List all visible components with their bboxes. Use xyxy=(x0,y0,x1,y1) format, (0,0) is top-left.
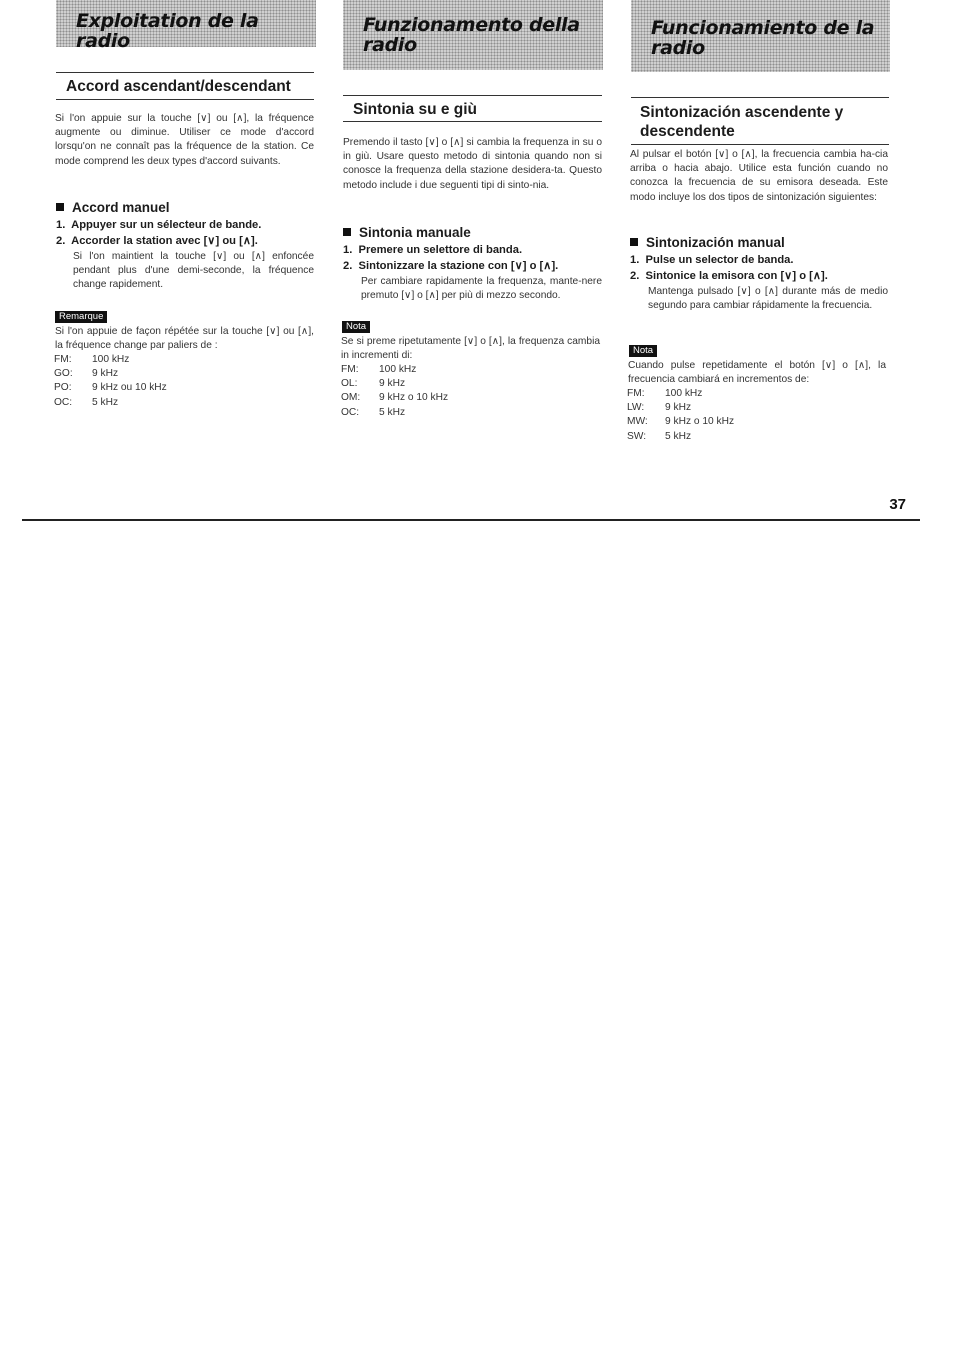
step-2-body-es: Mantenga pulsado [∨] o [∧] durante más de medio segundo para cambiar rápidamente la frecuencia. xyxy=(648,286,888,312)
subheading-fr xyxy=(56,200,170,216)
band-label: LW: xyxy=(627,402,645,414)
note-text-it: Se si preme ripetutamente [∨] o [∧], la frequenza cambia in incrementi di: xyxy=(341,336,600,362)
heading-rule-top-it xyxy=(343,95,602,96)
banner-title-it-line2: radio xyxy=(363,34,417,56)
banner-fr xyxy=(56,0,316,52)
section-heading-fr: Accord ascendant/descendant xyxy=(66,78,291,95)
band-label: OC: xyxy=(54,396,73,408)
intro-text-es: Al pulsar el botón [∨] o [∧], la frecuencia cambia ha-cia arriba o hacia abajo. Utilice esta función cuando no conozca la frecuencia de su emisora deseada. Este modo incluye los dos tipos de sintonización siguientes: xyxy=(630,149,888,203)
note-badge-fr: Remarque xyxy=(55,311,107,323)
footer-rule xyxy=(22,519,920,521)
banner-it xyxy=(343,0,603,70)
section-heading-es xyxy=(640,103,843,143)
banner-title-fr: Exploitation de la radio xyxy=(76,10,259,52)
list-item xyxy=(341,391,448,405)
band-label: FM: xyxy=(54,354,72,365)
banner-title-es-line2: radio xyxy=(651,37,705,59)
list-item xyxy=(627,415,734,429)
step-1-es: 1. Pulse un selector de banda. xyxy=(630,254,794,266)
list-item xyxy=(341,406,448,420)
band-step: 100 kHz xyxy=(379,364,417,375)
banner-title-it-line1: Funzionamento della xyxy=(363,14,580,36)
heading-rule-top-es xyxy=(631,97,889,98)
list-item xyxy=(627,401,734,415)
page-number: 37 xyxy=(889,496,906,513)
heading-rule-it xyxy=(343,121,602,122)
band-label: FM: xyxy=(627,388,645,399)
step-1-it: 1. Premere un selettore di banda. xyxy=(343,244,523,256)
list-item xyxy=(54,367,167,381)
note-badge-es: Nota xyxy=(629,345,657,357)
subheading-label-fr: Accord manuel xyxy=(72,200,170,215)
banner-title-es xyxy=(651,18,874,58)
step-2-body-it: Per cambiare rapidamente la frequenza, mante-nere premuto [∨] o [∧] per più di mezzo secondo. xyxy=(361,276,602,302)
subheading-it xyxy=(343,225,471,241)
section-heading-it: Sintonia su e giù xyxy=(353,101,478,118)
subheading-es xyxy=(630,235,785,251)
bullet-square-icon xyxy=(630,238,638,246)
banner-title-es-line1: Funcionamiento de la xyxy=(651,17,875,39)
section-heading-es-line1: Sintonización ascendente y xyxy=(640,104,844,121)
band-step: 100 kHz xyxy=(92,354,130,365)
list-item xyxy=(54,353,167,367)
band-step: 5 kHz xyxy=(665,430,692,442)
band-step: 9 kHz xyxy=(379,378,406,390)
list-item xyxy=(341,363,448,377)
banner-es xyxy=(631,0,890,72)
list-item xyxy=(54,396,167,410)
band-step: 5 kHz xyxy=(379,406,406,418)
band-list-fr xyxy=(54,353,167,410)
band-step: 9 kHz ou 10 kHz xyxy=(92,382,167,394)
intro-text-fr: Si l'on appuie sur la touche [∨] ou [∧], la fréquence augmente ou diminue. Utiliser ce mode d'accord lorsqu'on ne connaît pas la fréquence de la station. Ce mode comprend les deux types d'accord suivants. xyxy=(55,113,314,167)
banner-title-it xyxy=(363,15,580,55)
bullet-square-icon xyxy=(343,228,351,236)
subheading-label-es: Sintonización manual xyxy=(646,235,785,250)
band-label: OM: xyxy=(341,392,361,404)
step-2-it: 2. Sintonizzare la stazione con [∨] o [∧]. xyxy=(343,260,559,272)
list-item xyxy=(627,430,734,444)
heading-rule-es xyxy=(631,144,889,145)
note-badge-it: Nota xyxy=(342,321,370,333)
list-item xyxy=(54,381,167,395)
band-step: 9 kHz xyxy=(92,368,119,380)
heading-rule-fr xyxy=(56,99,314,100)
band-label: GO: xyxy=(54,368,73,380)
band-step: 5 kHz xyxy=(92,396,119,408)
band-list-es xyxy=(627,387,734,444)
heading-rule-top-fr xyxy=(56,72,314,73)
band-label: MW: xyxy=(627,416,648,428)
bullet-square-icon xyxy=(56,203,64,211)
step-1-fr: 1. Appuyer sur un sélecteur de bande. xyxy=(56,219,262,231)
section-heading-es-line2: descendente xyxy=(640,123,735,140)
band-label: PO: xyxy=(54,382,72,394)
band-step: 9 kHz o 10 kHz xyxy=(379,392,449,404)
subheading-label-it: Sintonia manuale xyxy=(359,225,471,240)
list-item xyxy=(341,377,448,391)
band-label: SW: xyxy=(627,430,647,442)
list-item xyxy=(627,387,734,401)
step-2-es: 2. Sintonice la emisora con [∨] o [∧]. xyxy=(630,270,828,282)
band-step: 9 kHz o 10 kHz xyxy=(665,416,735,428)
band-label: OL: xyxy=(341,378,358,390)
note-text-es: Cuando pulse repetidamente el botón [∨] o [∧], la frecuencia cambiará en incrementos de: xyxy=(628,360,886,386)
step-2-fr: 2. Accorder la station avec [∨] ou [∧]. xyxy=(56,235,258,247)
step-2-body-fr: Si l'on maintient la touche [∨] ou [∧] enfoncée pendant plus d'une demi-seconde, la fréquence change rapidement. xyxy=(73,251,314,291)
band-label: FM: xyxy=(341,364,359,375)
band-list-it xyxy=(341,363,448,420)
intro-text-it: Premendo il tasto [∨] o [∧] si cambia la frequenza in su o in giù. Usare questo metodo di sintonia quando non si conosce la frequenza della stazione desidera-ta. Questo metodo include i due seguenti tipi di sinto-nia. xyxy=(343,137,602,191)
band-step: 100 kHz xyxy=(665,388,703,399)
band-label: OC: xyxy=(341,406,360,418)
band-step: 9 kHz xyxy=(665,402,692,414)
note-text-fr: Si l'on appuie de façon répétée sur la touche [∨] ou [∧], la fréquence change par paliers de : xyxy=(55,326,314,352)
